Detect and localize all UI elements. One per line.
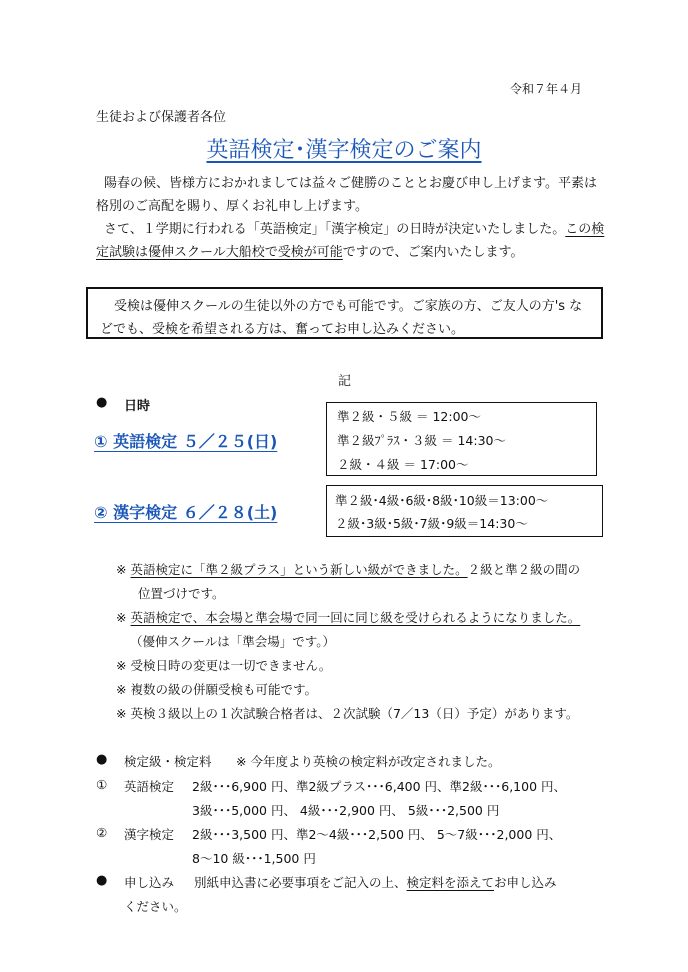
fees-heading: 検定級・検定料 [124, 754, 212, 769]
apply-bullet: ● [96, 873, 108, 888]
kanken-fee-line-2: 8～10 級･･･1,500 円 [192, 851, 316, 866]
fees-bullet: ● [96, 752, 108, 767]
kanken-time-row: 準２級･4級･6級･8級･10級＝13:00～ [335, 493, 549, 508]
note-1: ※ 英語検定に「準２級プラス」という新しい級ができました。２級と準２級の間の [116, 562, 581, 577]
apply-text: 別紙申込書に必要事項をご記入の上、検定料を添えてお申し込み [194, 875, 557, 890]
intro-line-1: 陽春の候、皆様方におかれましては益々ご健勝のこととお慶び申し上げます。平素は [104, 176, 597, 191]
note-5: ※ 英検３級以上の１次試験合格者は、２次試験（7／13（日）予定）があります。 [116, 706, 579, 721]
fees-remark: ※ 今年度より英検の検定料が改定されました。 [236, 754, 501, 769]
kanken-date: ② 漢字検定 ６／２８(土) [94, 503, 278, 522]
intro-line-4: 定試験は優伸スクール大船校で受検が可能ですので、ご案内いたします。 [96, 245, 524, 260]
eiken-time-row: ２級・４級 ＝ 17:00～ [337, 457, 469, 472]
schedule-bullet: ● [96, 395, 108, 410]
note-2: ※ 英語検定で、本会場と準会場で同一回に同じ級を受けられるようになりました。 [116, 610, 581, 625]
apply-text-cont: ください。 [124, 899, 187, 914]
schedule-heading: 日時 [124, 399, 151, 414]
recipient: 生徒および保護者各位 [96, 110, 227, 125]
ki-label: 記 [338, 374, 352, 389]
note-4: ※ 複数の級の併願受検も可能です。 [116, 682, 317, 697]
eiken-date: ① 英語検定 ５／２５(日) [94, 432, 278, 451]
notice-line-2: どでも、受検を希望される方は、奮ってお申し込みください。 [100, 322, 465, 337]
apply-heading: 申し込み [124, 875, 175, 890]
kanken-time-box [326, 485, 603, 537]
kanken-time-row: ２級･3級･5級･7級･9級＝14:30～ [335, 516, 528, 531]
intro-line-3: さて、１学期に行われる「英語検定」「漢字検定」の日時が決定いたしました。この検 [104, 222, 605, 237]
notice-box [86, 287, 603, 339]
eiken-time-row: 準２級・５級 ＝ 12:00～ [337, 409, 481, 424]
eiken-fee-num: ① [96, 777, 108, 792]
eiken-time-row: 準２級ﾌﾟﾗｽ・３級 ＝ 14:30～ [337, 433, 506, 448]
eiken-fee-line-2: 3級･･･5,000 円、 4級･･･2,900 円、 5級･･･2,500 円 [192, 803, 500, 818]
document-date: 令和７年４月 [510, 82, 583, 96]
note-3: ※ 受検日時の変更は一切できません。 [116, 658, 332, 673]
note-1-cont: 位置づけです。 [138, 586, 225, 601]
kanken-fee-num: ② [96, 825, 108, 840]
eiken-time-box [326, 402, 597, 476]
intro-line-2: 格別のご高配を賜り、厚くお礼申し上げます。 [96, 199, 368, 214]
note-2-cont: （優伸スクールは「準会場」です。） [130, 634, 336, 649]
eiken-fee-label: 英語検定 [124, 779, 175, 794]
notice-line-1: 受検は優伸スクールの生徒以外の方でも可能です。ご家族の方、ご友人の方's な [114, 299, 583, 314]
document-title: 英語検定･漢字検定のご案内 [206, 138, 482, 163]
kanken-fee-line-1: 2級･･･3,500 円、準2～4級･･･2,500 円、 5～7級･･･2,000 円、 [192, 827, 562, 842]
kanken-fee-label: 漢字検定 [124, 827, 175, 842]
eiken-fee-line-1: 2級･･･6,900 円、準2級プラス･･･6,400 円、準2級･･･6,100 円、 [192, 779, 567, 794]
